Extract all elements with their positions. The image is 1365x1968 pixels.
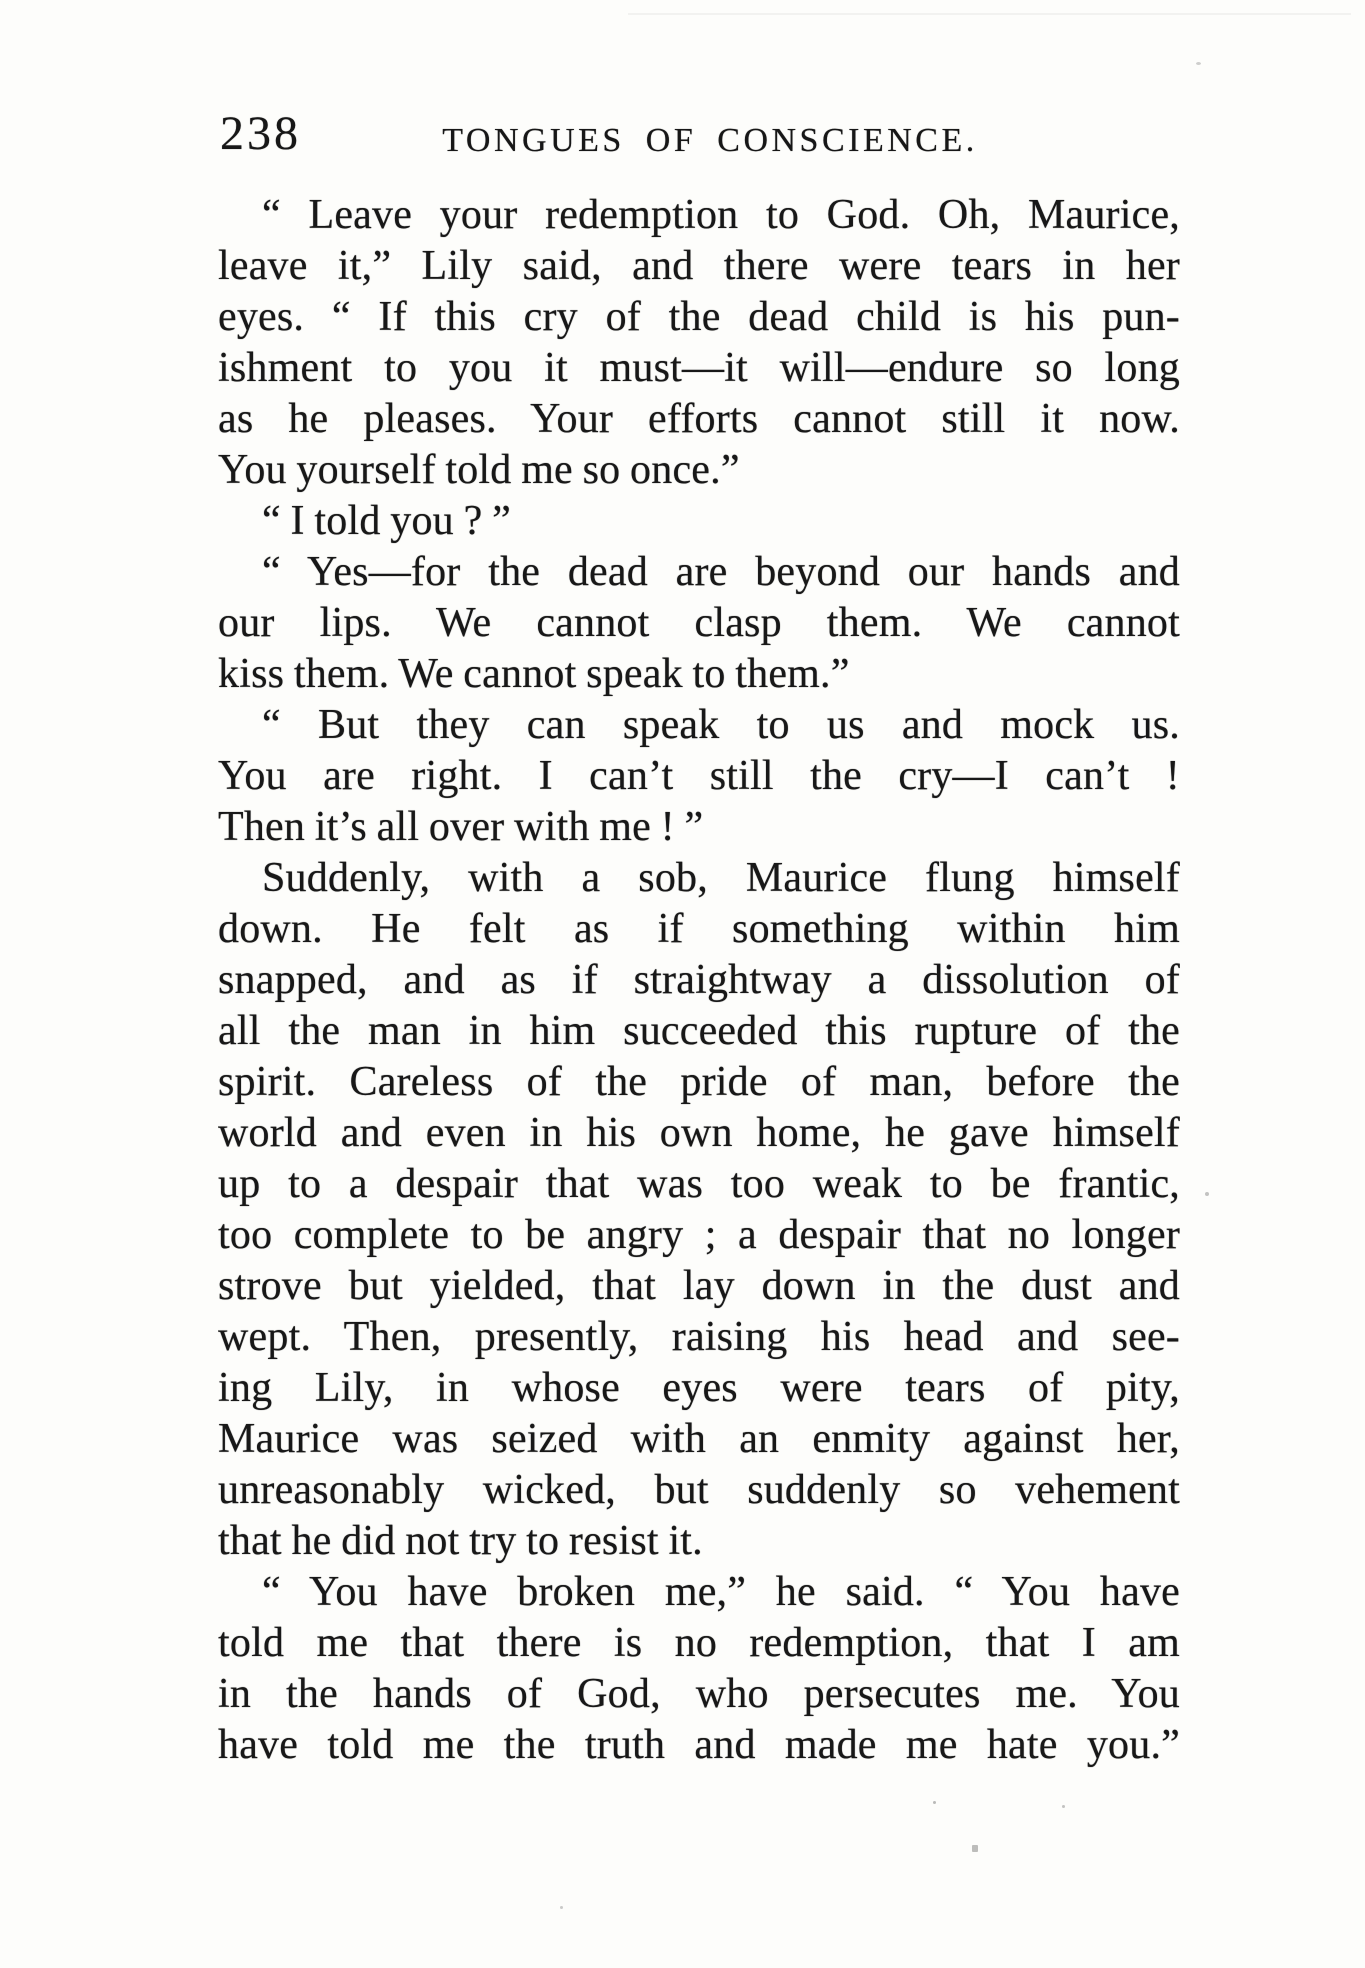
text-line: “ You have broken me,” he said. “ You have [262,1569,1180,1615]
text-line: You are right. I can’t still the cry—I can’t ! [218,753,1180,799]
page-text [218,190,1180,1771]
text-line: “ I told you ? ” [262,498,511,544]
text-line: Suddenly, with a sob, Maurice flung himself [262,855,1180,901]
text-line: Then it’s all over with me ! ” [218,804,704,850]
text-line: our lips. We cannot clasp them. We cannot [218,600,1180,646]
text-line: too complete to be angry ; a despair that no longer [218,1212,1180,1258]
scan-streak [628,13,1351,15]
text-line: ing Lily, in whose eyes were tears of pity, [218,1365,1180,1411]
text-line: strove but yielded, that lay down in the dust and [218,1263,1180,1309]
scan-speck [1062,1805,1065,1808]
text-line: eyes. “ If this cry of the dead child is his pun- [218,294,1180,340]
text-line: told me that there is no redemption, that I am [218,1620,1180,1666]
text-line: world and even in his own home, he gave himself [218,1110,1180,1156]
scan-speck [972,1845,978,1852]
text-line: spirit. Careless of the pride of man, before the [218,1059,1180,1105]
text-line: leave it,” Lily said, and there were tears in her [218,243,1180,289]
text-line: snapped, and as if straightway a dissolution of [218,957,1180,1003]
text-line: Maurice was seized with an enmity against her, [218,1416,1180,1462]
text-line: that he did not try to resist it. [218,1518,703,1564]
text-line: “ Yes—for the dead are beyond our hands and [262,549,1180,595]
text-line: unreasonably wicked, but suddenly so vehement [218,1467,1180,1513]
text-line: “ Leave your redemption to God. Oh, Maurice, [262,192,1180,238]
text-line: “ But they can speak to us and mock us. [262,702,1180,748]
scan-speck [1196,62,1201,65]
scan-speck [560,1906,563,1909]
text-line: all the man in him succeeded this rupture of the [218,1008,1180,1054]
text-line: You yourself told me so once.” [218,447,740,493]
text-line: down. He felt as if something within him [218,906,1180,952]
text-line: ishment to you it must—it will—endure so long [218,345,1180,391]
text-line: have told me the truth and made me hate you.” [218,1722,1180,1768]
scan-speck [933,1801,936,1804]
running-title: TONGUES OF CONSCIENCE. [442,122,978,159]
text-line: as he pleases. Your efforts cannot still it now. [218,396,1180,442]
page-number: 238 [220,107,301,160]
text-line: wept. Then, presently, raising his head and see- [218,1314,1180,1360]
text-line: in the hands of God, who persecutes me. You [218,1671,1180,1717]
text-line: kiss them. We cannot speak to them.” [218,651,850,697]
scan-speck [1205,1192,1209,1196]
text-line: up to a despair that was too weak to be frantic, [218,1161,1180,1207]
